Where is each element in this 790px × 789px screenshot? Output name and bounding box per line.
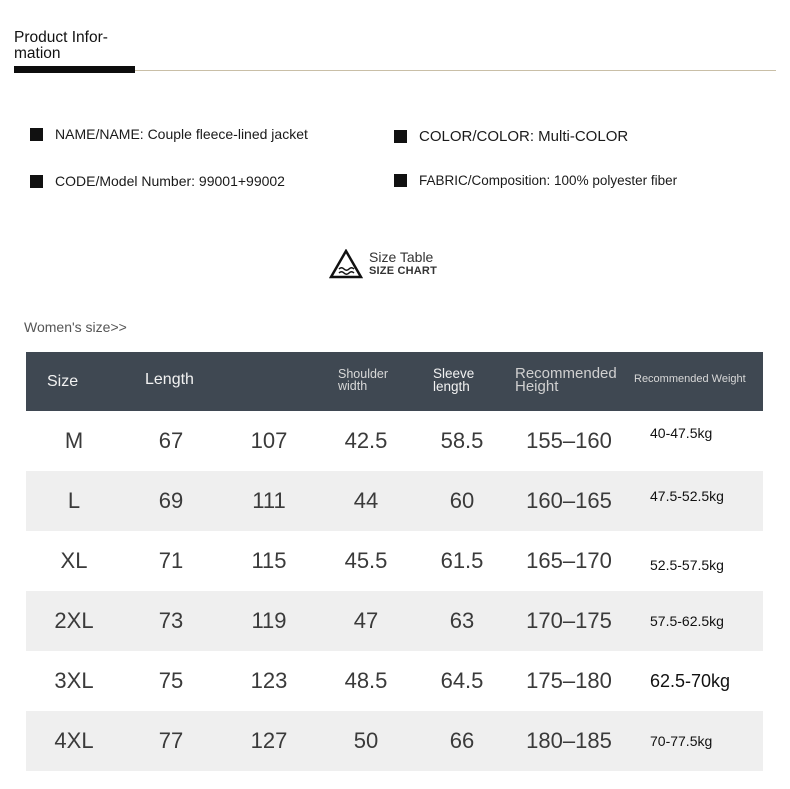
square-bullet-icon bbox=[30, 128, 43, 141]
section-label: Women's size>> bbox=[24, 319, 127, 335]
cell-shoulder: 50 bbox=[353, 728, 379, 753]
info-name-text: NAME/NAME: Couple fleece-lined jacket bbox=[55, 126, 308, 142]
cell-shoulder: 44 bbox=[353, 488, 379, 513]
cell-weight: 52.5-57.5kg bbox=[650, 557, 724, 573]
square-bullet-icon bbox=[394, 174, 407, 187]
size-chart-title-main: Size Table bbox=[369, 249, 434, 265]
cell-length: 71 bbox=[158, 548, 184, 573]
table-row bbox=[26, 651, 763, 711]
cell-shoulder: 48.5 bbox=[344, 668, 388, 693]
cell-sleeve: 66 bbox=[449, 728, 475, 753]
table-body bbox=[26, 411, 763, 771]
table-row bbox=[26, 471, 763, 531]
table-row bbox=[26, 531, 763, 591]
cell-height: 165–170 bbox=[526, 548, 612, 573]
header-shoulder: Shoulder width bbox=[338, 367, 389, 393]
cell-sleeve: 58.5 bbox=[440, 428, 484, 453]
cell-size: 4XL bbox=[54, 728, 94, 753]
square-bullet-icon bbox=[394, 130, 407, 143]
cell-size: 2XL bbox=[54, 608, 94, 633]
size-chart-title bbox=[329, 249, 437, 279]
cell-size: 3XL bbox=[54, 668, 94, 693]
page-title: Product Infor- mation bbox=[14, 29, 108, 62]
info-code-text: CODE/Model Number: 99001+99002 bbox=[55, 173, 285, 189]
square-bullet-icon bbox=[30, 175, 43, 188]
header-weight: Recommended Weight bbox=[634, 373, 746, 385]
cell-weight: 57.5-62.5kg bbox=[650, 613, 724, 629]
cell-bust: 115 bbox=[251, 548, 287, 573]
cell-height: 170–175 bbox=[526, 608, 612, 633]
cell-size: XL bbox=[60, 548, 88, 573]
warning-triangle-icon bbox=[329, 249, 363, 279]
cell-sleeve: 64.5 bbox=[440, 668, 484, 693]
cell-shoulder: 42.5 bbox=[344, 428, 388, 453]
cell-size: L bbox=[67, 488, 81, 513]
header-sleeve: Sleeve length bbox=[433, 366, 475, 394]
header-size: Size bbox=[47, 373, 79, 390]
info-fabric-text: FABRIC/Composition: 100% polyester fiber bbox=[419, 173, 678, 188]
size-chart-title-sub: SIZE CHART bbox=[369, 265, 437, 277]
cell-sleeve: 61.5 bbox=[440, 548, 484, 573]
cell-bust: 107 bbox=[250, 428, 288, 453]
cell-bust: 111 bbox=[252, 488, 286, 513]
info-color bbox=[394, 128, 628, 145]
cell-sleeve: 63 bbox=[449, 608, 475, 633]
cell-bust: 127 bbox=[250, 728, 288, 753]
cell-weight: 40-47.5kg bbox=[650, 425, 713, 441]
cell-weight: 47.5-52.5kg bbox=[650, 488, 724, 504]
cell-height: 155–160 bbox=[526, 428, 612, 453]
cell-weight: 70-77.5kg bbox=[650, 733, 713, 749]
table-row bbox=[26, 591, 763, 651]
cell-length: 73 bbox=[158, 608, 184, 633]
cell-bust: 123 bbox=[250, 668, 288, 693]
info-fabric bbox=[394, 173, 677, 188]
cell-height: 160–165 bbox=[526, 488, 612, 513]
cell-height: 180–185 bbox=[526, 728, 612, 753]
table-row bbox=[26, 411, 763, 471]
info-color-text: COLOR/COLOR: Multi-COLOR bbox=[419, 128, 629, 145]
info-code bbox=[30, 173, 285, 189]
header-divider-accent bbox=[14, 66, 135, 73]
table-row bbox=[26, 711, 763, 771]
cell-height: 175–180 bbox=[526, 668, 612, 693]
size-table bbox=[26, 352, 763, 771]
cell-sleeve: 60 bbox=[449, 488, 475, 513]
cell-weight: 62.5-70kg bbox=[650, 671, 731, 691]
header-height: Recommended Height bbox=[515, 365, 617, 395]
cell-shoulder: 47 bbox=[353, 608, 379, 633]
cell-size: M bbox=[64, 428, 84, 453]
cell-length: 69 bbox=[158, 488, 184, 513]
cell-length: 77 bbox=[158, 728, 184, 753]
cell-length: 75 bbox=[158, 668, 184, 693]
cell-length: 67 bbox=[158, 428, 184, 453]
info-name bbox=[30, 126, 308, 142]
cell-shoulder: 45.5 bbox=[344, 548, 388, 573]
header-length: Length bbox=[145, 371, 194, 388]
cell-bust: 119 bbox=[251, 608, 287, 633]
